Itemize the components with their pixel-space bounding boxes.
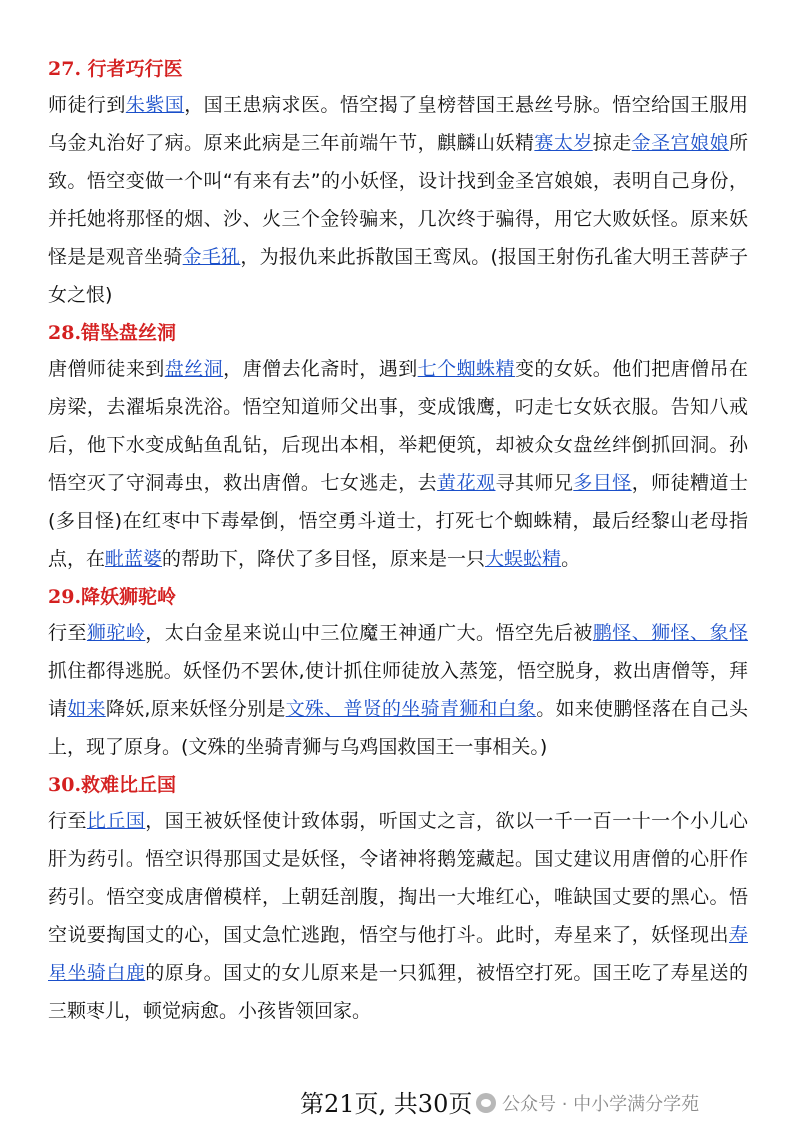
hyperlink[interactable]: 七个蜘蛛精 xyxy=(417,358,515,380)
text-run: 行至 xyxy=(48,622,87,644)
hyperlink[interactable]: 毗蓝婆 xyxy=(105,548,163,570)
hyperlink[interactable]: 金圣宫娘娘 xyxy=(631,132,729,154)
text-run: 的帮助下，降伏了多目怪，原来是一只 xyxy=(162,548,486,570)
text-run: 掠走 xyxy=(592,132,632,154)
story-section xyxy=(48,766,748,1030)
text-run: 唐僧师徒来到 xyxy=(48,358,165,380)
story-section xyxy=(48,578,748,766)
text-run: ，国王被妖怪使计致体弱，听国丈之言，欲以一千一百一十一个小儿心肝为药引。悟空识得那国丈是妖怪，令诸神将鹅笼藏起。国丈建议用唐僧的心肝作药引。悟空变成唐僧模样，上朝廷剖腹，掏出一大堆红心，唯缺国丈要的黑心。悟空说要掏国丈的心，国丈急忙逃跑，悟空与他打斗。此时，寿星来了，妖怪现出 xyxy=(48,810,748,946)
wechat-icon xyxy=(476,1093,496,1113)
text-run: 的原身。国丈的女儿原来是一只狐狸，被悟空打死。国王吃了寿星送的三颗枣儿，顿觉病愈。小孩皆领回家。 xyxy=(48,962,748,1022)
text-run: 寻其师兄 xyxy=(495,472,574,494)
hyperlink[interactable]: 盘丝洞 xyxy=(164,358,224,380)
document-page xyxy=(48,50,748,1030)
story-section xyxy=(48,50,748,314)
text-run: 抓住都得逃脱。妖怪仍不罢休,使计抓住师徒放入蒸笼，悟空脱身，救出唐僧等，拜请 xyxy=(48,660,748,720)
watermark xyxy=(476,1090,699,1116)
hyperlink[interactable]: 文殊、普贤的坐骑青狮和白象 xyxy=(285,698,537,720)
section-heading: 28.错坠盘丝洞 xyxy=(48,322,177,344)
hyperlink[interactable]: 金毛犼 xyxy=(182,246,241,268)
story-section xyxy=(48,314,748,578)
page-number: 第21页, 共30页 xyxy=(300,1090,473,1118)
section-heading: 27. 行者巧行医 xyxy=(48,58,183,80)
text-run: ，为报仇来此拆散国王鸾凤。(报国王射伤孔雀大明王菩萨子女之恨) xyxy=(48,246,748,306)
hyperlink[interactable]: 朱紫国 xyxy=(125,94,185,116)
text-run: 降妖,原来妖怪分别是 xyxy=(105,698,286,720)
text-run: 师徒行到 xyxy=(48,94,126,116)
text-run: 。 xyxy=(561,548,581,570)
text-run: ，太白金星来说山中三位魔王神通广大。悟空先后被 xyxy=(145,622,593,644)
hyperlink[interactable]: 大蜈蚣精 xyxy=(485,548,562,570)
hyperlink[interactable]: 黄花观 xyxy=(437,472,496,494)
hyperlink[interactable]: 寿星坐骑白鹿 xyxy=(48,924,748,984)
text-run: 。如来使鹏怪落在自己头上，现了原身。(文殊的坐骑青狮与乌鸡国救国王一事相关。) xyxy=(48,698,748,758)
section-heading: 29.降妖狮驼岭 xyxy=(48,586,177,608)
text-run: 所致。悟空变做一个叫“有来有去”的小妖怪，设计找到金圣宫娘娘，表明自己身份，并托她将那怪的烟、沙、火三个金铃骗来，几次终于骗得，用它大败妖怪。原来妖怪是是观音坐骑 xyxy=(48,132,748,268)
hyperlink[interactable]: 多目怪 xyxy=(573,472,632,494)
watermark-text: 公众号 · 中小学满分学苑 xyxy=(502,1094,700,1115)
page-footer xyxy=(0,1080,794,1124)
section-paragraph xyxy=(48,802,748,1030)
text-run: ，国王患病求医。悟空揭了皇榜替国王悬丝号脉。悟空给国王服用乌金丸治好了病。原来此病是三年前端午节，麒麟山妖精 xyxy=(48,94,748,154)
text-run: ，唐僧去化斋时，遇到 xyxy=(223,358,418,380)
hyperlink[interactable]: 狮驼岭 xyxy=(86,622,146,644)
text-run: 行至 xyxy=(48,810,87,832)
text-run: 变的女妖。他们把唐僧吊在房梁，去濯垢泉洗浴。悟空知道师父出事，变成饿鹰，叼走七女妖衣服。告知八戒后，他下水变成鲇鱼乱钻，后现出本相，举耙便筑，却被众女盘丝绊倒抓回洞。孙悟空灭了守洞毒虫，救出唐僧。七女逃走，去 xyxy=(48,358,748,494)
hyperlink[interactable]: 如来 xyxy=(67,698,106,720)
section-paragraph xyxy=(48,86,748,314)
hyperlink[interactable]: 赛太岁 xyxy=(534,132,593,154)
section-paragraph xyxy=(48,350,748,578)
text-run: ，师徒糟道士(多目怪)在红枣中下毒晕倒，悟空勇斗道士，打死七个蜘蛛精，最后经黎山老母指点，在 xyxy=(48,472,748,570)
hyperlink[interactable]: 比丘国 xyxy=(86,810,146,832)
hyperlink[interactable]: 鹏怪、狮怪、象怪 xyxy=(592,622,748,644)
section-paragraph xyxy=(48,614,748,766)
section-heading: 30.救难比丘国 xyxy=(48,774,177,796)
